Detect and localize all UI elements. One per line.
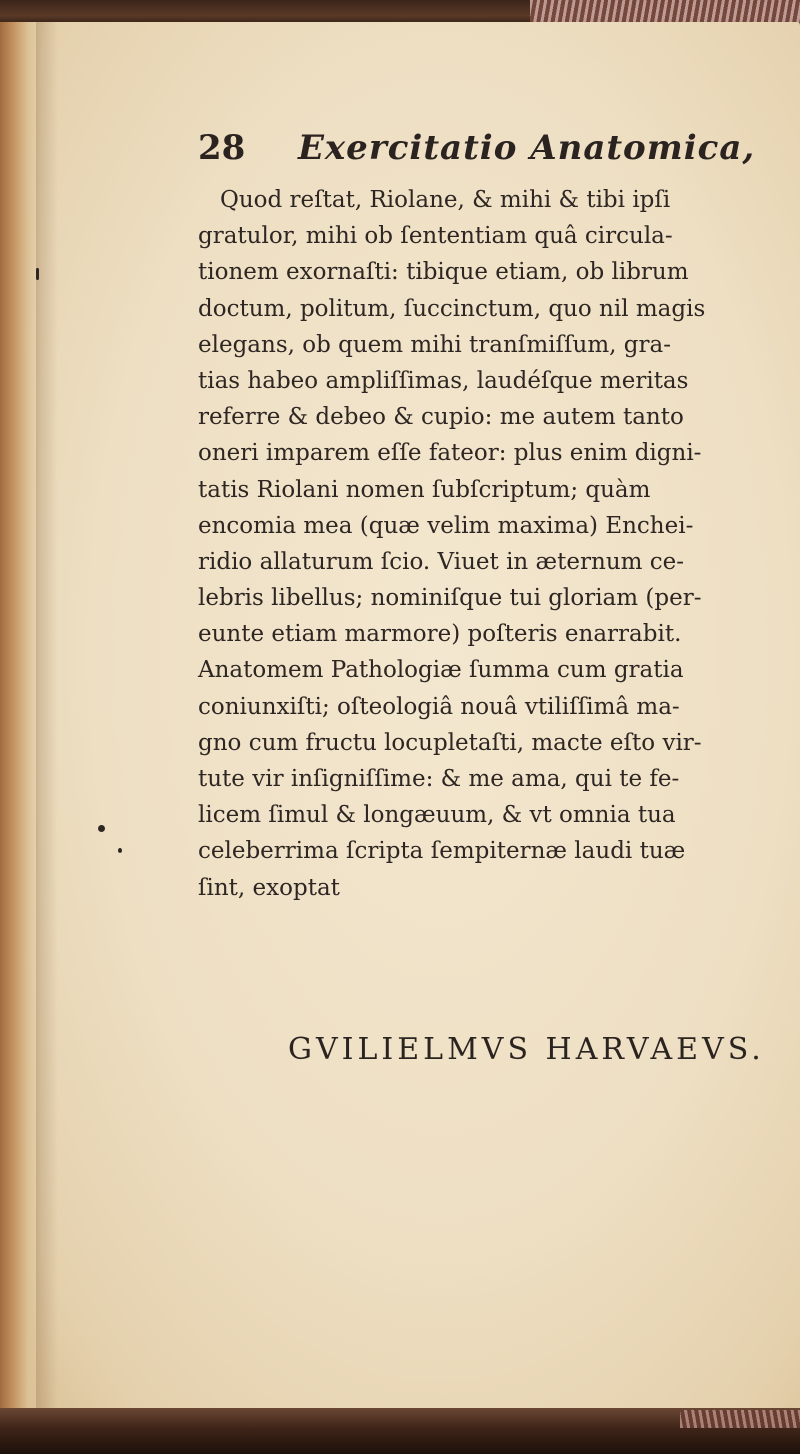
text-line: tias habeo ampliſſimas, laudéſque meritas	[198, 367, 689, 394]
text-line: oneri imparem eſſe fateor: plus enim digni-	[198, 440, 702, 467]
text-line: Anatomem Pathologiæ ſumma cum gratia	[198, 657, 684, 684]
margin-mark	[36, 268, 39, 280]
text-line: tionem exornaſti: tibique etiam, ob librum	[198, 259, 689, 286]
text-line: ſint, exoptat	[198, 874, 340, 901]
text-line: gno cum fructu locupletaſti, macte eſto vir-	[198, 729, 702, 756]
text-line: ridio allaturum ſcio. Viuet in æternum ce-	[198, 548, 685, 575]
ink-blot	[98, 825, 105, 832]
running-title: Exercitatio Anatomica,	[298, 128, 756, 168]
text-line: coniunxiſti; oſteologiâ nouâ vtiliſſimâ ma-	[198, 693, 680, 720]
text-line: gratulor, mihi ob ſententiam quâ circula-	[198, 223, 673, 250]
page-header	[198, 120, 758, 176]
page-paper	[0, 22, 800, 1416]
bottom-binding-edge	[0, 1408, 800, 1454]
gutter-shadow	[36, 22, 58, 1416]
text-line: elegans, ob quem mihi tranſmiſſum, gra-	[198, 331, 671, 358]
text-line: eunte etiam marmore) poſteris enarrabit.	[198, 621, 682, 648]
text-line: referre & debeo & cupio: me autem tanto	[198, 404, 684, 431]
text-line: licem ſimul & longæuum, & vt omnia tua	[198, 802, 676, 829]
text-line: Quod reſtat, Riolane, & mihi & tibi ipſi	[220, 187, 671, 213]
body-text	[198, 182, 758, 906]
headband-decoration	[530, 0, 800, 24]
text-line: encomia mea (quæ velim maxima) Enchei-	[198, 512, 694, 539]
text-line: tatis Riolani nomen ſubſcriptum; quàm	[198, 476, 651, 503]
page-number: 28	[198, 128, 246, 168]
text-line: doctum, politum, ſuccinctum, quo nil magis	[198, 295, 706, 322]
spine-gutter	[0, 22, 40, 1416]
tailband-decoration	[680, 1410, 800, 1428]
author-signature: GVILIELMVS HARVAEVS.	[288, 1032, 765, 1067]
text-line: tute vir inſigniſſime: & me ama, qui te fe-	[198, 766, 680, 792]
text-line: lebris libellus; nominiſque tui gloriam (per-	[198, 585, 702, 612]
text-line: celeberrima ſcripta ſempiternæ laudi tuæ	[198, 838, 686, 865]
ink-blot	[118, 848, 122, 853]
